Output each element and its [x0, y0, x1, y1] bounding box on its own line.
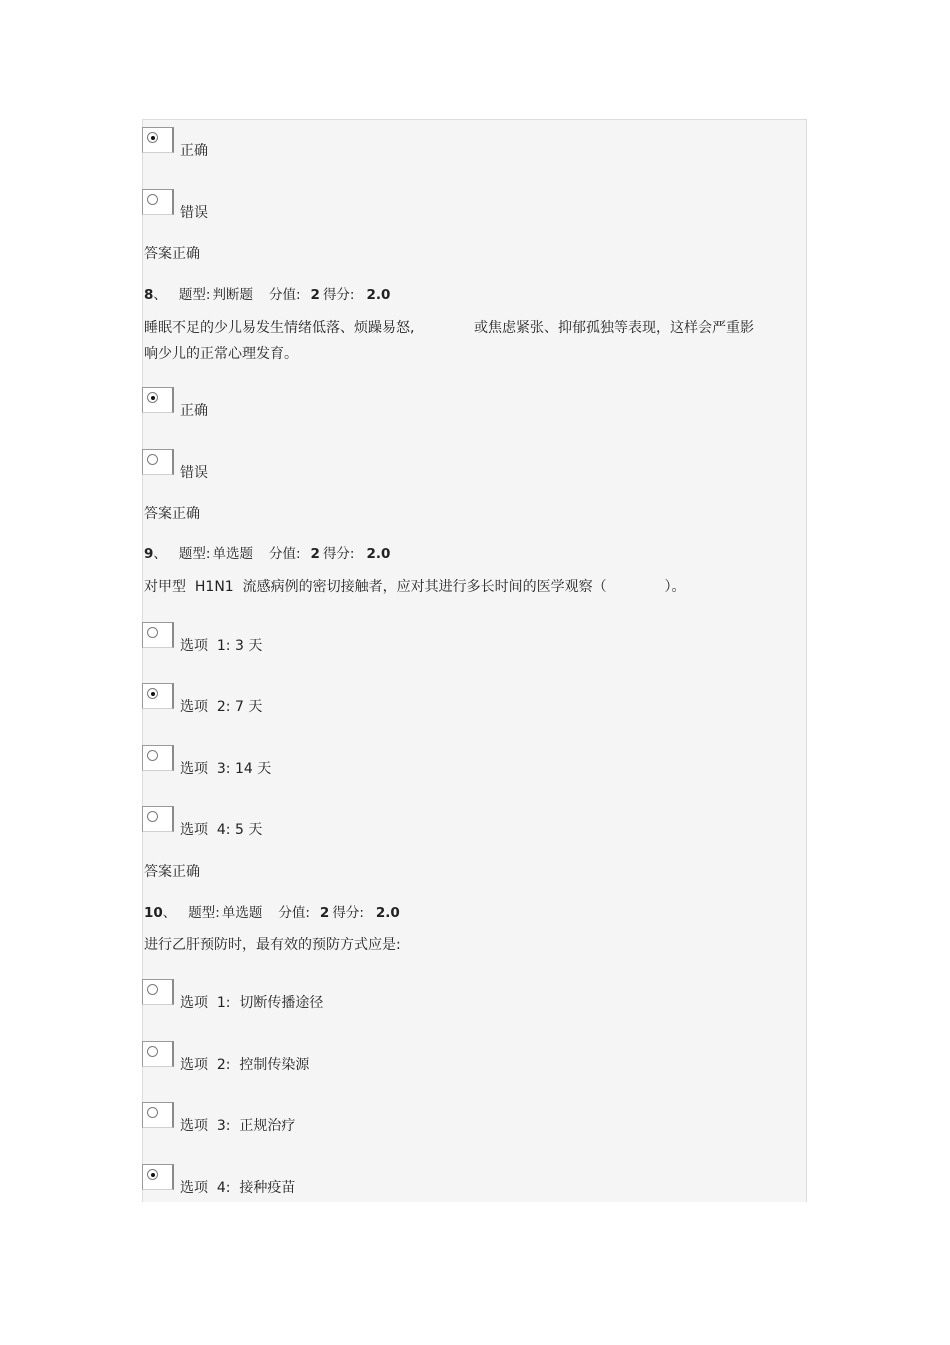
q8-question-line1a: 睡眠不足的少儿易发生情绪低落、烦躁易怒, — [144, 320, 415, 336]
q8-number: 8 — [144, 287, 154, 303]
radio-frame — [142, 806, 174, 832]
q10-option-1-radio[interactable] — [147, 984, 158, 995]
q10-option-1-label: 选项 1: 切断传播途径 — [180, 995, 324, 1011]
q10-got-label: 得分: — [332, 905, 364, 921]
q8-option-2-label: 错误 — [180, 465, 208, 481]
q9-option-1[interactable] — [142, 622, 562, 656]
q7-option-1-radio[interactable] — [147, 132, 158, 143]
q10-option-4-radio[interactable] — [147, 1169, 158, 1180]
q8-sep: 、 — [153, 287, 167, 303]
q9-option-2[interactable] — [142, 683, 562, 717]
q10-score-label: 分值: — [278, 905, 310, 921]
q9-score: 2 — [310, 546, 320, 562]
q7-option-1-label: 正确 — [180, 143, 208, 159]
radio-frame — [142, 622, 174, 648]
q10-option-1[interactable] — [142, 979, 562, 1013]
q8-type: 判断题 — [212, 287, 253, 303]
radio-frame — [142, 745, 174, 771]
q7-option-1[interactable] — [142, 127, 562, 161]
q8-question-line1b: 或焦虑紧张、抑郁孤独等表现，这样会严重影 — [474, 320, 754, 336]
q9-option-1-radio[interactable] — [147, 627, 158, 638]
q9-score-label: 分值: — [268, 546, 301, 562]
q7-option-2-radio[interactable] — [147, 194, 158, 205]
q9-type-label: 题型: — [178, 546, 211, 562]
q8-score-label: 分值: — [268, 287, 301, 303]
q9-type: 单选题 — [212, 546, 253, 562]
q10-type: 单选题 — [221, 905, 263, 921]
q10-score: 2 — [319, 905, 330, 921]
q7-option-2-label: 错误 — [180, 205, 208, 221]
q10-option-2[interactable] — [142, 1041, 562, 1075]
q10-option-2-label: 选项 2: 控制传染源 — [180, 1057, 310, 1073]
radio-frame — [142, 387, 174, 413]
q8-type-label: 题型: — [178, 287, 211, 303]
q8-question-line2: 响少儿的正常心理发育。 — [144, 346, 298, 362]
q10-option-3-label: 选项 3: 正规治疗 — [180, 1118, 296, 1134]
q10-option-4-label: 选项 4: 接种疫苗 — [180, 1180, 296, 1196]
q10-question: 进行乙肝预防时，最有效的预防方式应是: — [144, 937, 401, 953]
q9-option-4[interactable] — [142, 806, 562, 840]
q9-option-4-label: 选项 4: 5 天 — [180, 822, 263, 838]
radio-frame — [142, 449, 174, 475]
radio-frame — [142, 979, 174, 1005]
q8-header — [144, 283, 390, 303]
q10-option-3-radio[interactable] — [147, 1107, 158, 1118]
q9-option-3[interactable] — [142, 745, 562, 779]
q10-option-4[interactable] — [142, 1164, 562, 1198]
quiz-panel — [142, 119, 807, 1202]
q9-sep: 、 — [153, 546, 167, 562]
q9-number: 9 — [144, 546, 154, 562]
radio-frame — [142, 1164, 174, 1190]
q9-question: 对甲型 H1N1 流感病例的密切接触者，应对其进行多长时间的医学观察（ ）。 — [144, 579, 686, 595]
q8-option-1[interactable] — [142, 387, 562, 421]
q8-option-1-label: 正确 — [180, 403, 208, 419]
q8-result: 答案正确 — [144, 506, 200, 522]
q8-option-2-radio[interactable] — [147, 454, 158, 465]
q10-option-2-radio[interactable] — [147, 1046, 158, 1057]
q9-option-4-radio[interactable] — [147, 811, 158, 822]
q10-sep: 、 — [162, 905, 177, 921]
q8-option-1-radio[interactable] — [147, 392, 158, 403]
q9-result: 答案正确 — [144, 864, 200, 880]
radio-frame — [142, 1102, 174, 1128]
q8-got: 2.0 — [366, 287, 391, 303]
q8-option-2[interactable] — [142, 449, 562, 483]
q10-number: 10 — [144, 905, 163, 921]
q10-got: 2.0 — [375, 905, 400, 921]
q9-got: 2.0 — [366, 546, 391, 562]
radio-frame — [142, 189, 174, 215]
q10-type-label: 题型: — [188, 905, 220, 921]
radio-frame — [142, 683, 174, 709]
q9-option-2-label: 选项 2: 7 天 — [180, 699, 263, 715]
q9-header — [144, 542, 390, 562]
q10-header — [144, 901, 400, 921]
radio-frame — [142, 1041, 174, 1067]
q7-result: 答案正确 — [144, 246, 200, 262]
q10-option-3[interactable] — [142, 1102, 562, 1136]
q9-option-2-radio[interactable] — [147, 688, 158, 699]
q8-score: 2 — [310, 287, 320, 303]
q9-got-label: 得分: — [322, 546, 355, 562]
q9-option-1-label: 选项 1: 3 天 — [180, 638, 263, 654]
q7-option-2[interactable] — [142, 189, 562, 223]
radio-frame — [142, 127, 174, 153]
q9-option-3-label: 选项 3: 14 天 — [180, 761, 272, 777]
q8-got-label: 得分: — [322, 287, 355, 303]
q9-option-3-radio[interactable] — [147, 750, 158, 761]
